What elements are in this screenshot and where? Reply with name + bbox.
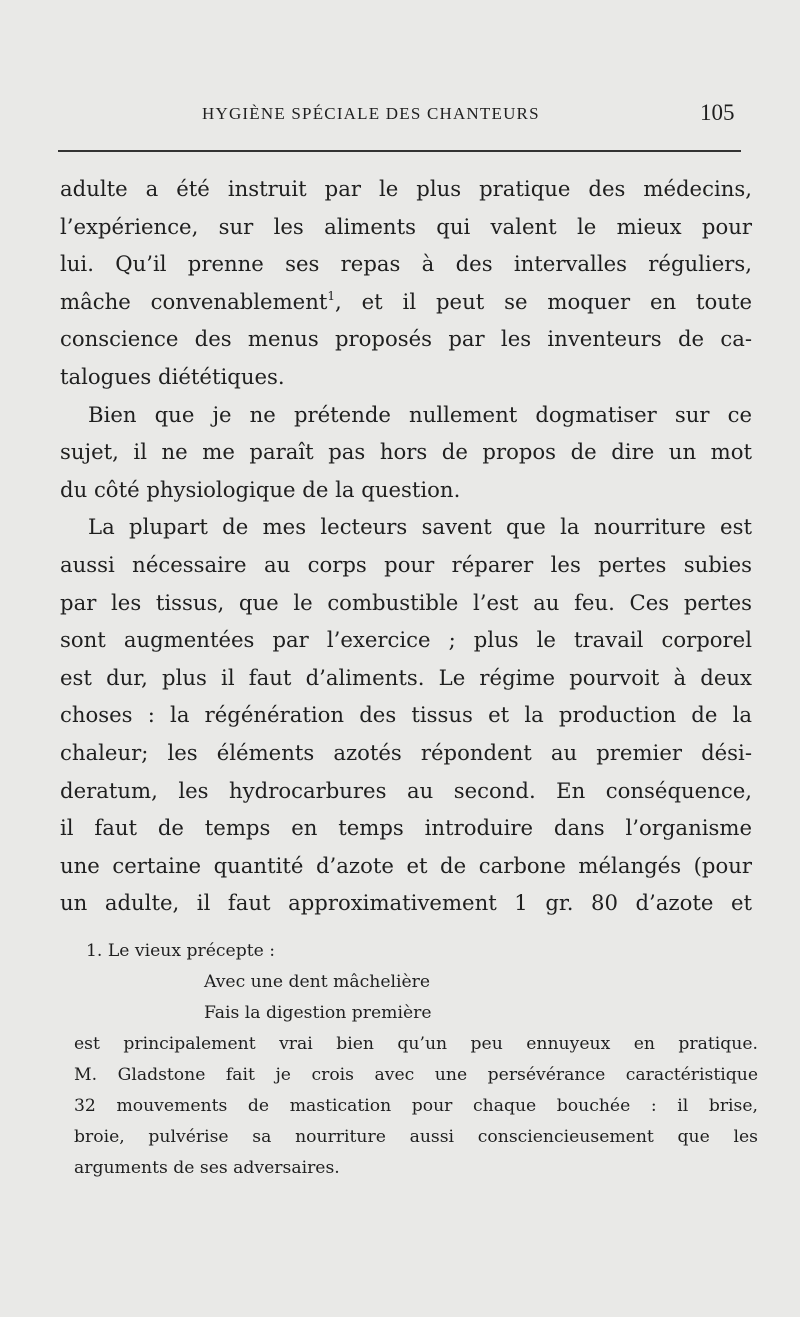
text-fragment: mâche convenablement — [60, 288, 328, 314]
text-line: lui. Qu’il prenne ses repas à des intervalles réguliers, — [60, 251, 752, 277]
text-line: est dur, plus il faut d’aliments. Le régime pourvoit à deux — [60, 664, 752, 690]
text-line: La plupart de mes lecteurs savent que la nourriture est — [88, 514, 752, 540]
footnote-verse-line: Avec une dent mâchelière — [204, 972, 431, 992]
footnote-reference: 1 — [327, 288, 336, 303]
text-line: sujet, il ne me paraît pas hors de propos de dire un mot — [60, 439, 752, 465]
text-line: Bien que je ne prétende nullement dogmatiser sur ce — [88, 401, 752, 427]
footnote-line: est principalement vrai bien qu’un peu ennuyeux en pratique. — [74, 1034, 758, 1054]
page-number: 105 — [700, 100, 735, 125]
text-line: talogues diététiques. — [60, 363, 285, 389]
footnote-line: broie, pulvérise sa nourriture aussi consciencieusement que les — [74, 1127, 758, 1147]
text-line: par les tissus, que le combustible l’est au feu. Ces pertes — [60, 589, 752, 615]
text-line: conscience des menus proposés par les inventeurs de ca- — [60, 326, 752, 352]
text-line: deratum, les hydrocarbures au second. En conséquence, — [60, 777, 752, 803]
text-line: une certaine quantité d’azote et de carbone mélangés (pour — [60, 852, 752, 878]
text-line: chaleur; les éléments azotés répondent au premier dési- — [60, 739, 752, 765]
footnote-line: arguments de ses adversaires. — [74, 1158, 340, 1178]
text-line: un adulte, il faut approximativement 1 gr. 80 d’azote et — [60, 890, 752, 916]
text-line: choses : la régénération des tissus et la production de la — [60, 702, 752, 728]
header-rule — [58, 150, 741, 152]
text-line: l’expérience, sur les aliments qui valent le mieux pour — [60, 213, 752, 239]
running-head — [0, 100, 760, 130]
text-line: du côté physiologique de la question. — [60, 476, 461, 502]
text-line — [60, 283, 752, 321]
text-fragment: , et il peut se moquer en toute — [335, 288, 752, 314]
footnote — [74, 936, 758, 1184]
footnote-line: M. Gladstone fait je crois avec une persévérance caractéristique — [74, 1065, 758, 1085]
running-title: HYGIÈNE SPÉCIALE DES CHANTEURS — [202, 104, 540, 123]
text-line: il faut de temps en temps introduire dans l’organisme — [60, 815, 752, 841]
text-line: aussi nécessaire au corps pour réparer les pertes subies — [60, 551, 752, 577]
footnote-line: 32 mouvements de mastication pour chaque bouchée : il brise, — [74, 1096, 758, 1116]
text-line: adulte a été instruit par le plus pratique des médecins, — [60, 176, 752, 201]
body-text — [60, 170, 752, 922]
footnote-label: 1. Le vieux précepte : — [86, 941, 276, 961]
footnote-verse-line: Fais la digestion première — [204, 1003, 432, 1023]
text-line: sont augmentées par l’exercice ; plus le travail corporel — [60, 627, 752, 653]
